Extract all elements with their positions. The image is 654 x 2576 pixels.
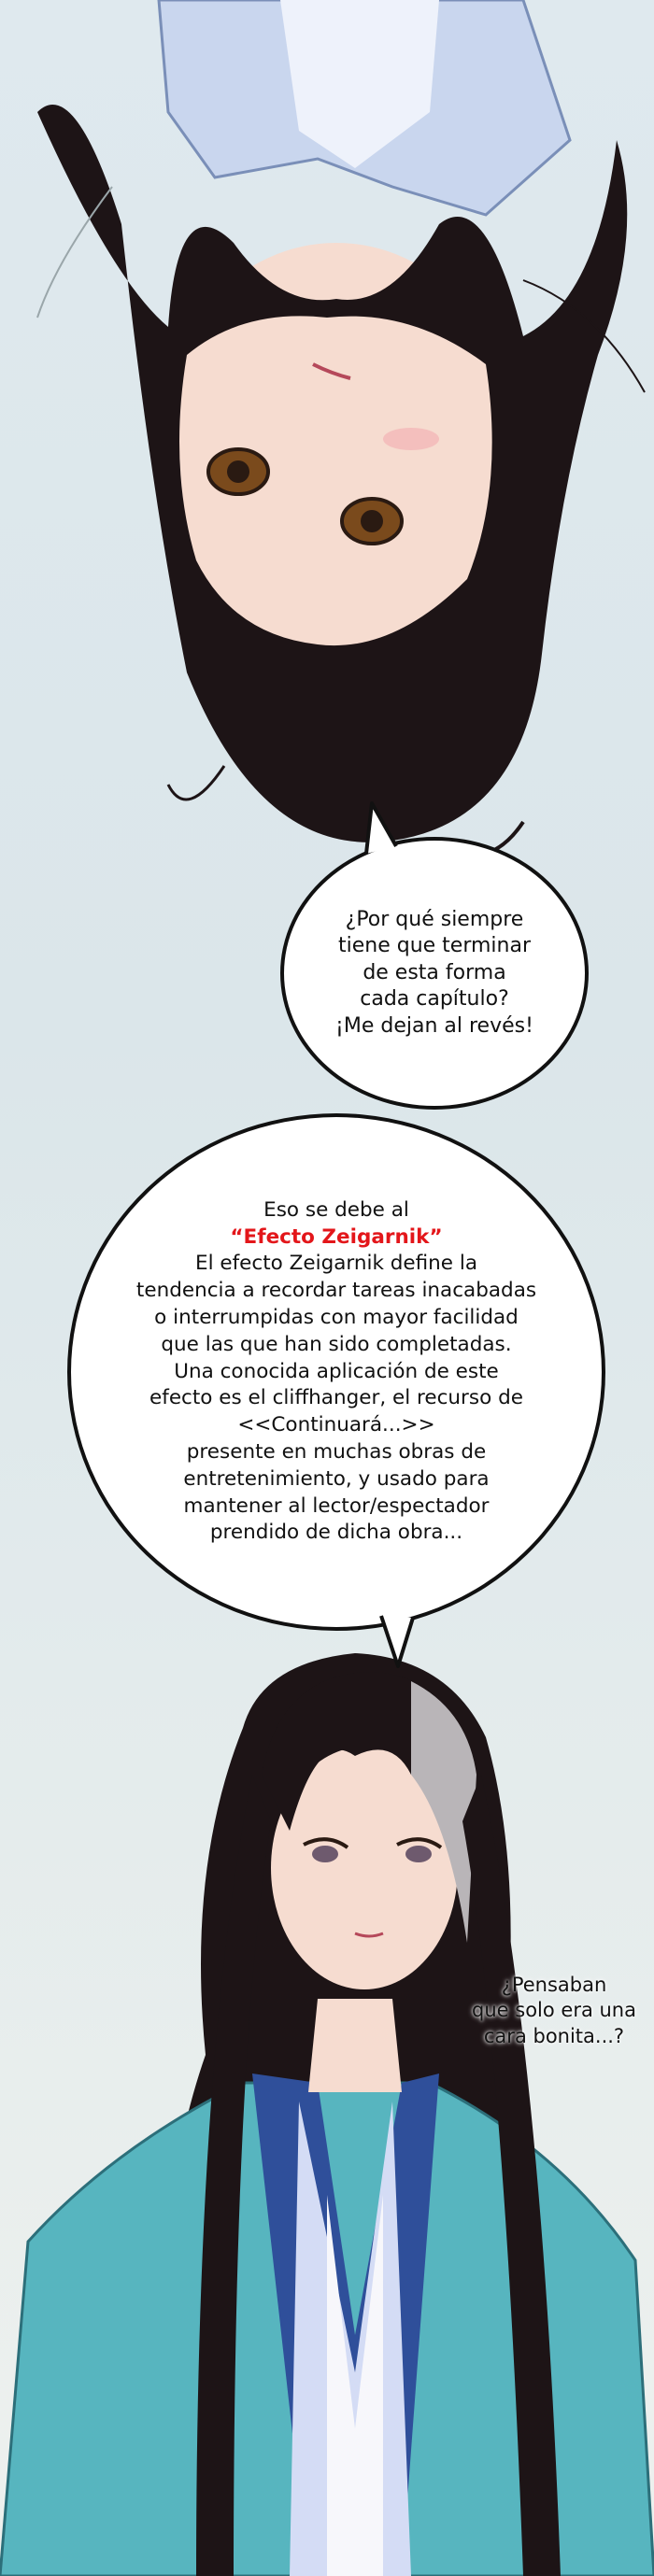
speech-bubble-explanation bbox=[67, 1113, 605, 1631]
bubble-line: o interrumpidas con mayor facilidad bbox=[154, 1306, 519, 1329]
caption-line: que solo era una bbox=[472, 1999, 636, 2022]
bubble-line: cada capítulo? bbox=[360, 987, 509, 1012]
bubble-line: ¡Me dejan al revés! bbox=[335, 1013, 533, 1038]
bubble-tail-bottom bbox=[372, 1614, 428, 1670]
bubble-line: efecto es el cliffhanger, el recurso de bbox=[149, 1386, 523, 1410]
caption-line: ¿Pensaban bbox=[501, 1974, 607, 1996]
bubble-line: El efecto Zeigarnik define la bbox=[194, 1252, 477, 1276]
bubble-intro: Eso se debe al bbox=[263, 1197, 409, 1222]
bubble-tail-top bbox=[353, 800, 409, 856]
bubble-line: tendencia a recordar tareas inacabadas bbox=[135, 1279, 537, 1303]
bubble-line: <<Continuará...>> bbox=[237, 1413, 435, 1437]
bubble-line: que las que han sido completadas. bbox=[161, 1332, 512, 1356]
caption-line: cara bonita...? bbox=[483, 2024, 625, 2047]
bubble-line: entretenimiento, y usado para bbox=[183, 1466, 490, 1491]
bubble-line: prendido de dicha obra... bbox=[209, 1521, 463, 1545]
bubble-line: presente en muchas obras de bbox=[186, 1439, 487, 1464]
speech-bubble-question bbox=[280, 837, 589, 1110]
upside-down-character bbox=[37, 0, 645, 856]
bubble-line: Una conocida aplicación de este bbox=[174, 1359, 499, 1383]
caption-text bbox=[456, 1973, 652, 2049]
standing-character bbox=[0, 1653, 654, 2576]
bubble-line: mantener al lector/espectador bbox=[183, 1493, 490, 1518]
bubble-line: ¿Por qué siempre bbox=[345, 907, 524, 931]
bubble-highlight: “Efecto Zeigarnik” bbox=[230, 1224, 443, 1249]
bubble-line: de esta forma bbox=[363, 960, 506, 984]
bubble-line: tiene que terminar bbox=[337, 934, 531, 958]
